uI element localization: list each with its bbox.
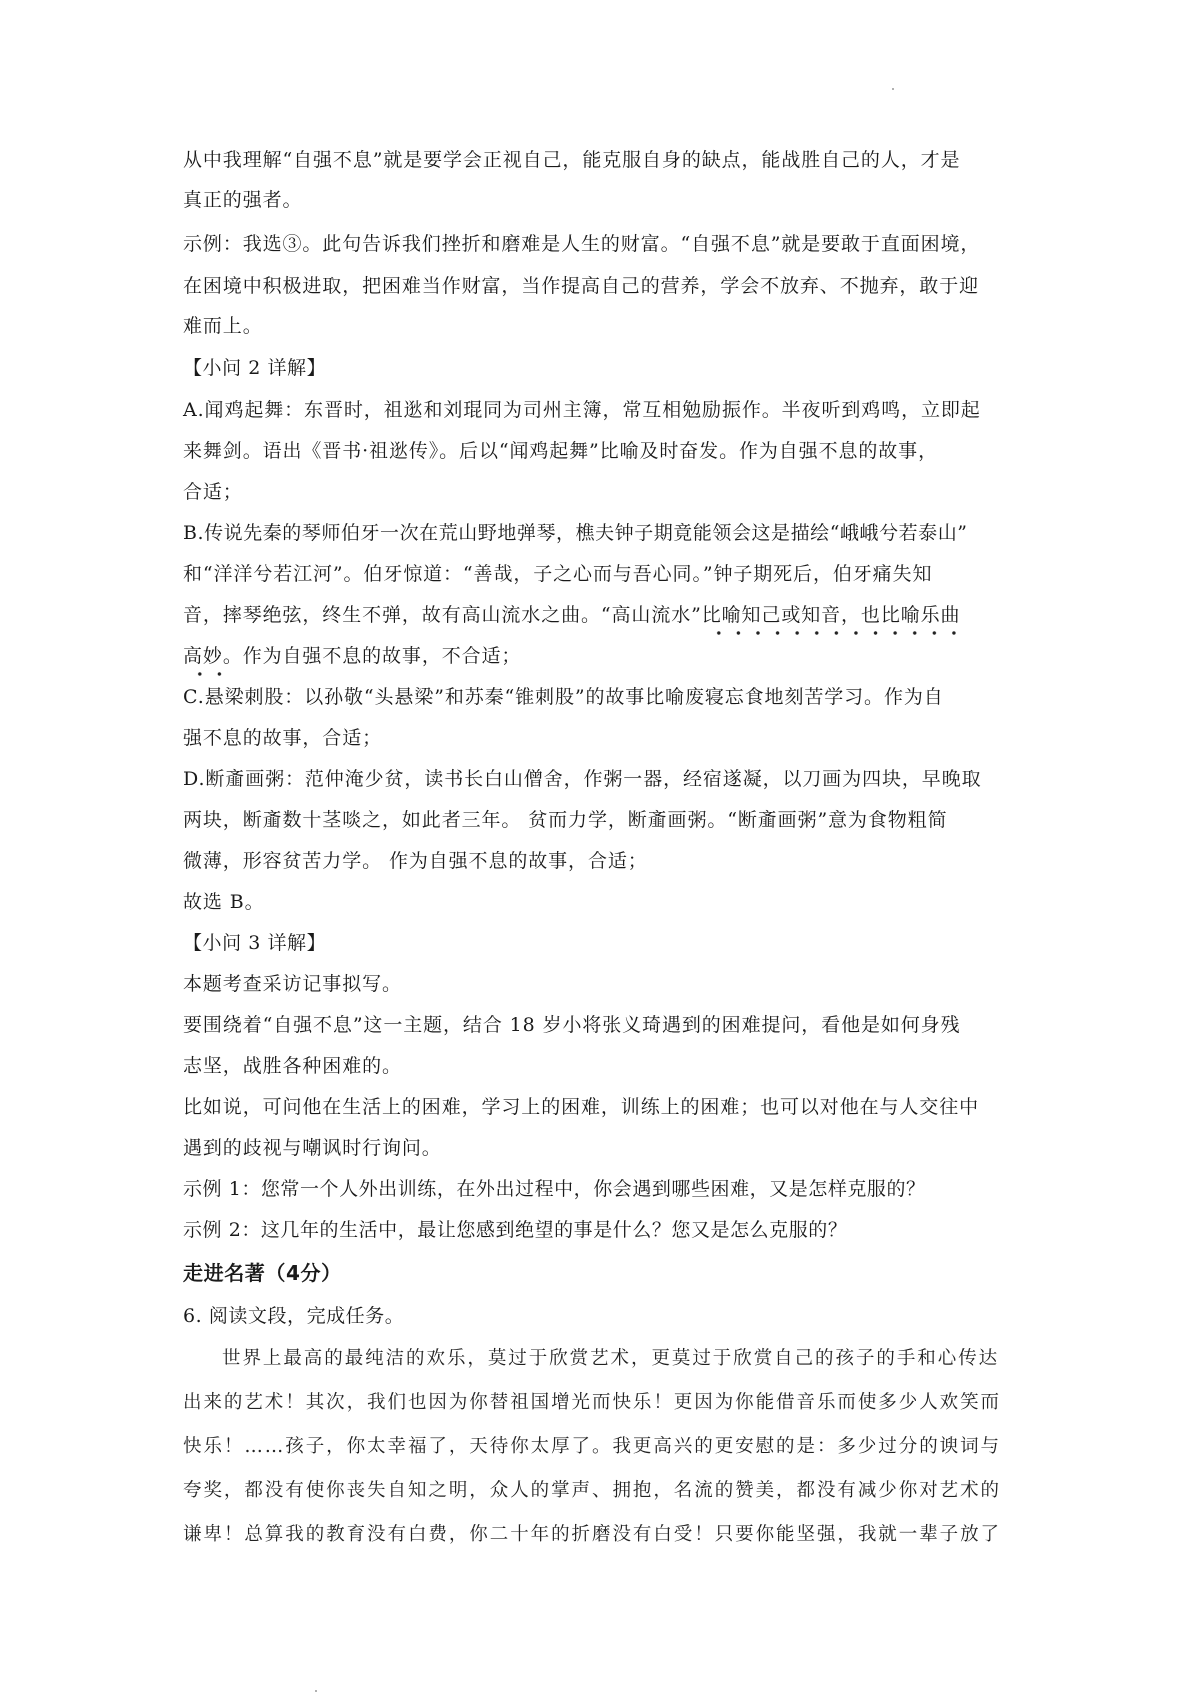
option-d-line-2: 两块，断齑数十茎啖之，如此者三年。 贫而力学，断齑画粥。“断齑画粥”意为食物粗简 <box>183 809 948 831</box>
option-c-line-1: C.悬梁刺股：以孙敬“头悬梁”和苏秦“锥刺股”的故事比喻废寝忘食地刻苦学习。作为自 <box>183 686 944 708</box>
option-b-line-3 <box>183 601 960 629</box>
option-b-line-1: B.传说先秦的琴师伯牙一次在荒山野地弹琴，樵夫钟子期竟能领会这是描绘“峨峨兮若泰山” <box>183 522 968 544</box>
excerpt-line-1: 世界上最高的最纯洁的欢乐，莫过于欣赏艺术，更莫过于欣赏自己的孩子的手和心传达 <box>222 1348 1000 1369</box>
option-a-line-2: 来舞剑。语出《晋书·祖逖传》。后以“闻鸡起舞”比喻及时奋发。作为自强不息的故事， <box>183 440 938 462</box>
q3-line-4: 比如说，可问他在生活上的困难，学习上的困难，训练上的困难；也可以对他在与人交往中 <box>183 1096 980 1118</box>
option-b-line-4 <box>183 642 521 670</box>
option-a-line-1: A.闻鸡起舞：东晋时，祖逖和刘琨同为司州主簿，常互相勉励振作。半夜听到鸡鸣，立即起 <box>183 399 981 421</box>
emphasized-text: 高妙 <box>183 645 223 667</box>
q3-line-2: 要围绕着“自强不息”这一主题，结合 18 岁小将张义琦遇到的困难提问，看他是如何身残 <box>183 1014 961 1036</box>
answer-line-4: 在困境中积极进取，把困难当作财富，当作提高自己的营养，学会不放弃、不抛弃，敢于迎 <box>183 275 980 297</box>
option-b-line-2: 和“洋洋兮若江河”。伯牙惊道：“善哉，子之心而与吾心同。”钟子期死后，伯牙痛失知 <box>183 563 933 585</box>
q3-line-1: 本题考查采访记事拟写。 <box>183 973 402 995</box>
excerpt-line-3: 快乐！……孩子，你太幸福了，天待你太厚了。我更高兴的更安慰的是：多少过分的谀词与 <box>183 1436 1002 1457</box>
q3-line-5: 遇到的歧视与嘲讽时行询问。 <box>183 1137 442 1159</box>
q3-example-2: 示例 2：这几年的生活中，最让您感到绝望的事是什么？您又是怎么克服的？ <box>183 1219 848 1241</box>
scan-dot-top <box>892 88 894 90</box>
excerpt-line-2: 出来的艺术！其次，我们也因为你替祖国增光而快乐！更因为你能借音乐而使多少人欢笑而 <box>183 1392 1002 1413</box>
q3-example-1: 示例 1：您常一个人外出训练，在外出过程中，你会遇到哪些困难，又是怎样克服的？ <box>183 1178 926 1200</box>
sub-question-2-heading: 【小问 2 详解】 <box>183 357 327 379</box>
option-b-line-4-text: 。作为自强不息的故事，不合适； <box>222 645 522 667</box>
option-b-line-3-text: 音，摔琴绝弦，终生不弹，故有高山流水之曲。“高山流水” <box>183 604 702 626</box>
excerpt-line-4: 夸奖，都没有使你丧失自知之明，众人的掌声、拥抱，名流的赞美，都没有减少你对艺术的 <box>183 1480 1002 1501</box>
option-d-line-3: 微薄，形容贫苦力学。 作为自强不息的故事，合适； <box>183 850 648 872</box>
answer-choice: 故选 B。 <box>183 891 265 913</box>
option-d-line-1: D.断齑画粥：范仲淹少贫，读书长白山僧舍，作粥一器，经宿遂凝，以刀画为四块，早晚取 <box>183 768 982 790</box>
emphasized-text: 比喻知己或知音，也比喻乐曲 <box>701 604 961 626</box>
section-title: 走进名著（4分） <box>183 1261 342 1285</box>
answer-line-2: 真正的强者。 <box>183 189 303 211</box>
answer-line-3: 示例：我选③。此句告诉我们挫折和磨难是人生的财富。“自强不息”就是要敢于直面困境， <box>183 233 981 255</box>
answer-line-5: 难而上。 <box>183 315 263 337</box>
option-c-line-2: 强不息的故事，合适； <box>183 727 383 749</box>
answer-line-1: 从中我理解“自强不息”就是要学会正视自己，能克服自身的缺点，能战胜自己的人，才是 <box>183 149 961 171</box>
option-a-line-3: 合适； <box>183 481 243 503</box>
scan-dot-bottom <box>315 1690 317 1692</box>
excerpt-line-5: 谦卑！总算我的教育没有白费，你二十年的折磨没有白受！只要你能坚强，我就一辈子放了 <box>183 1524 1002 1545</box>
question-6-prompt: 6. 阅读文段，完成任务。 <box>183 1305 405 1327</box>
q3-line-3: 志坚，战胜各种困难的。 <box>183 1055 402 1077</box>
sub-question-3-heading: 【小问 3 详解】 <box>183 932 327 954</box>
